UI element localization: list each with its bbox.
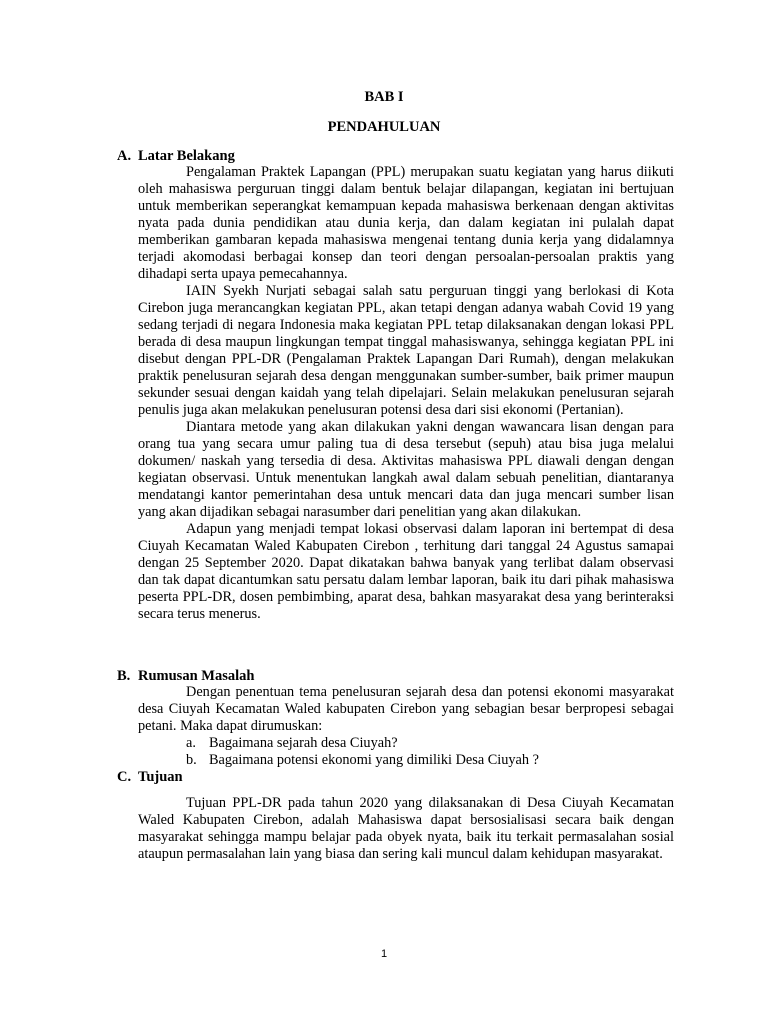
section-b-heading [117, 667, 254, 685]
section-c-heading [117, 768, 183, 786]
section-c-body [138, 795, 674, 863]
section-a-title: Latar Belakang [138, 148, 235, 164]
list-item-marker: a. [186, 735, 196, 751]
section-a-paragraph-2: IAIN Syekh Nurjati sebagai salah satu perguruan tinggi yang berlokasi di Kota Cirebon juga merancangkan kegiatan PPL, akan tetapi dengan adanya wabah Covid 19 yang sedang terjadi di negara Indonesia maka kegiatan PPL tetap dilaksanakan dengan lokasi PPL berada di desa maupun lingkungan tempat tinggal mahasiswanya, sehingga kegiatan PPL ini disebut dengan PPL-DR (Pengalaman Praktek Lapangan Dari Rumah), dengan melakukan praktik penelusuran sejarah desa dengan menggunakan sumber-sumber, baik primer maupun sekunder sesuai dengan kaidah yang telah dipelajari. Selain melakukan penelusuran sejarah penulis juga akan melakukan penelusuran potensi desa dari sisi ekonomi (Pertanian). [138, 283, 674, 418]
section-c-letter: C. [117, 769, 132, 785]
section-a-letter: A. [117, 148, 132, 164]
section-a-heading [117, 147, 235, 165]
section-a-paragraph-3: Diantara metode yang akan dilakukan yakni dengan wawancara lisan dengan para orang tua yang secara umur paling tua di desa tersebut (sepuh) atau bisa juga melalui dokumen/ naskah yang tersedia di desa. Aktivitas mahasiswa PPL diawali dengan dengan kegiatan observasi. Untuk menentukan langkah awal dalam sebuah penelitian, diantaranya mendatangi kantor pemerintahan desa untuk mencari data dan juga mencari sumber lisan yang akan dijadikan sebagai narasumber dari penelitian yang akan dilakukan. [138, 419, 674, 520]
section-c-title: Tujuan [138, 769, 183, 785]
section-c-paragraph: Tujuan PPL-DR pada tahun 2020 yang dilaksanakan di Desa Ciuyah Kecamatan Waled Kabupaten Cirebon, adalah Mahasiswa dapat bersosialisasi secara baik dengan masyarakat sehingga mampu belajar pada obyek nyata, baik itu terkait permasalahan sosial ataupun permasalahan lain yang biasa dan sering kali muncul dalam kehidupan masyarakat. [138, 795, 674, 862]
list-item-text: Bagaimana potensi ekonomi yang dimiliki Desa Ciuyah ? [209, 752, 539, 768]
chapter-title: PENDAHULUAN [327, 119, 441, 135]
list-item-marker: b. [186, 752, 197, 768]
list-item-text: Bagaimana sejarah desa Ciuyah? [209, 735, 398, 751]
list-item [186, 752, 539, 769]
list-item [186, 735, 398, 752]
section-b-title: Rumusan Masalah [138, 668, 255, 684]
chapter-label: BAB I [364, 89, 404, 105]
section-a-paragraph-1: Pengalaman Praktek Lapangan (PPL) merupakan suatu kegiatan yang harus diikuti oleh mahasiswa perguruan tinggi dalam bentuk belajar dilapangan, kegiatan ini bertujuan untuk memberikan seperangkat kemampuan kepada mahasiswa berkenaan dengan aktivitas nyata pada dunia pendidikan atau dunia kerja, dan dalam kegiatan ini pulalah dapat memberikan gambaran kepada mahasiswa mengenai tentang dunia kerja yang didalamnya terjadi akomodasi berbagai konsep dan teori dengan persoalan-persoalan praktis yang dihadapi serta upaya pemecahannya. [138, 164, 674, 282]
section-a-paragraph-4: Adapun yang menjadi tempat lokasi observasi dalam laporan ini bertempat di desa Ciuyah Kecamatan Waled Kabupaten Cirebon , terhitung dari tanggal 24 Agustus samapai dengan 25 September 2020. Dapat dikatakan bahwa banyak yang terlibat dalam observasi dan tak dapat dicantumkan satu persatu dalam lembar laporan, baik itu dari pihak mahasiswa peserta PPL-DR, dosen pembimbing, aparat desa, bahkan masyarakat desa yang berinteraksi secara terus menerus. [138, 521, 674, 622]
section-a-body [138, 164, 674, 623]
page-number: 1 [380, 948, 388, 960]
section-b-paragraph: Dengan penentuan tema penelusuran sejarah desa dan potensi ekonomi masyarakat desa Ciuyah Kecamatan Waled kabupaten Cirebon yang sebagian besar berpropesi sebagai petani. Maka dapat dirumuskan: [138, 684, 674, 734]
section-b-body [138, 684, 674, 735]
section-b-letter: B. [117, 668, 131, 684]
